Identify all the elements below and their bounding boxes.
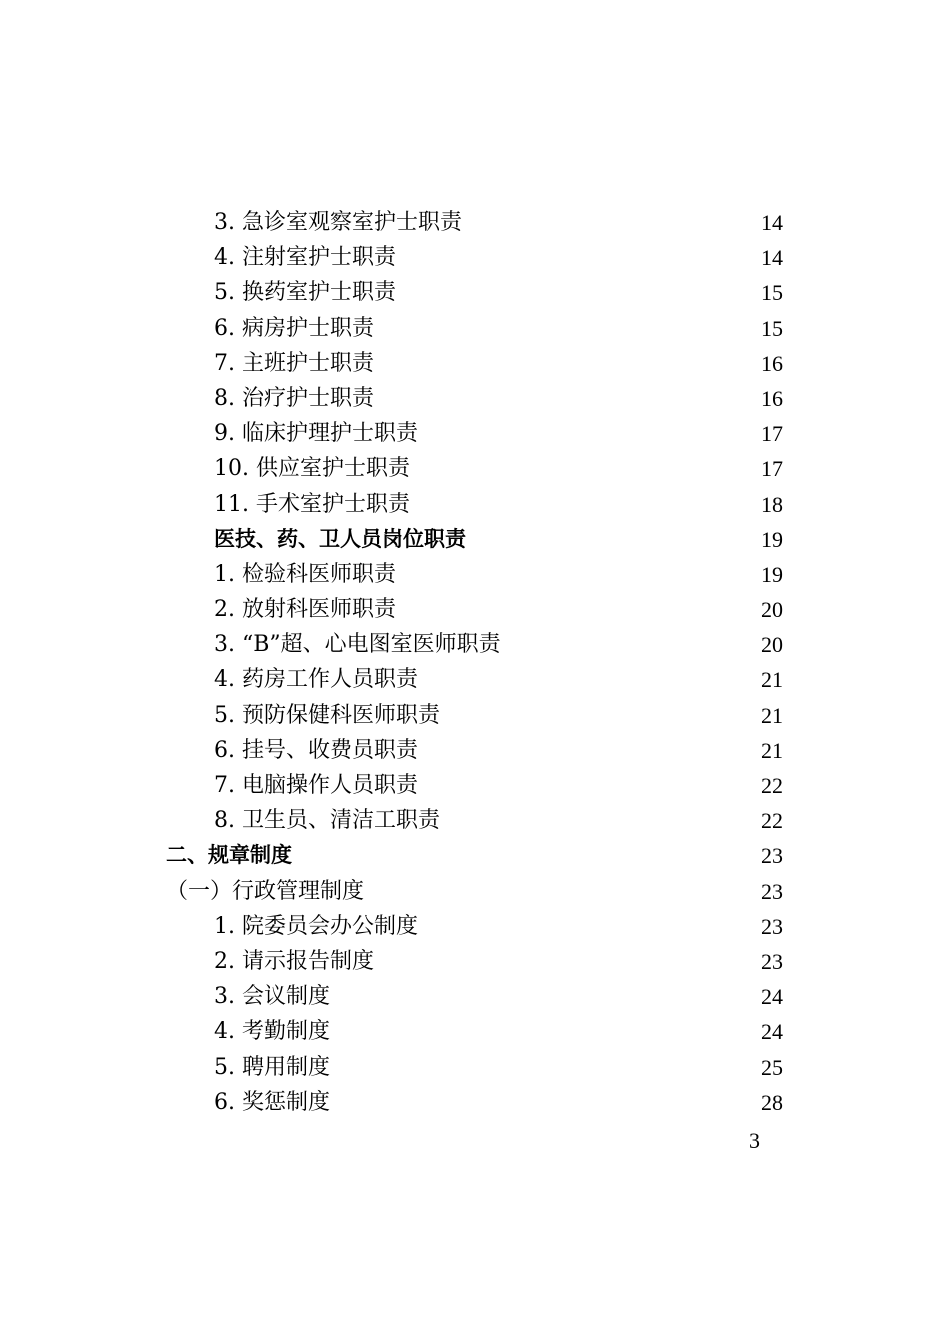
toc-entry-page: 17 [761, 456, 783, 482]
toc-entry [0, 768, 950, 803]
toc-entry-page: 21 [761, 737, 783, 763]
toc-entry-title: 医技、药、卫人员岗位职责 [214, 526, 466, 551]
toc-entry-title: 3. “B”超、心电图室医师职责 [214, 632, 501, 658]
toc-entry-page: 22 [761, 773, 783, 798]
toc-entry-title: 2. 放射科医师职责 [214, 597, 396, 623]
toc-entry-page: 21 [761, 702, 783, 728]
table-of-contents [0, 205, 950, 1120]
toc-entry [0, 381, 950, 416]
toc-entry [0, 240, 950, 275]
toc-entry-title: 4. 注射室护士职责 [214, 245, 396, 271]
toc-entry-title: 7. 主班护士职责 [214, 350, 374, 376]
toc-entry-title: 5. 换药室护士职责 [214, 280, 396, 306]
toc-entry-title: 7. 电脑操作人员职责 [214, 773, 418, 798]
toc-entry [0, 1085, 950, 1120]
toc-entry-page: 19 [761, 526, 783, 552]
toc-entry-page: 23 [761, 948, 783, 974]
toc-entry-title: 3. 会议制度 [214, 984, 330, 1010]
toc-entry [0, 662, 950, 697]
toc-entry [0, 909, 950, 944]
toc-entry-page: 28 [761, 1089, 783, 1115]
toc-entry-title: 3. 急诊室观察室护士职责 [214, 210, 462, 235]
toc-entry-title: 6. 挂号、收费员职责 [214, 737, 418, 763]
toc-entry [0, 487, 950, 522]
toc-entry-page: 17 [761, 421, 783, 447]
toc-entry-title: 二、规章制度 [166, 843, 292, 868]
toc-entry-page: 15 [761, 315, 783, 341]
toc-entry-title: 1. 院委员会办公制度 [214, 913, 418, 939]
toc-entry-title: 6. 病房护士职责 [214, 315, 374, 341]
toc-entry [0, 346, 950, 381]
toc-entry-page: 18 [761, 491, 783, 517]
toc-entry [0, 627, 950, 662]
toc-entry-page: 24 [761, 984, 783, 1010]
toc-entry [0, 275, 950, 310]
toc-entry [0, 874, 950, 909]
toc-entry-title: 9. 临床护理护士职责 [214, 421, 418, 447]
toc-entry-page: 23 [761, 843, 783, 869]
toc-entry-page: 14 [761, 210, 783, 235]
toc-entry [0, 944, 950, 979]
toc-entry [0, 1050, 950, 1085]
toc-entry-page: 23 [761, 913, 783, 939]
toc-entry [0, 698, 950, 733]
toc-entry-title: 1. 检验科医师职责 [214, 561, 396, 587]
toc-entry-page: 21 [761, 667, 783, 693]
toc-entry-page: 16 [761, 385, 783, 411]
toc-entry [0, 979, 950, 1014]
toc-entry [0, 311, 950, 346]
toc-entry-title: 10. 供应室护士职责 [214, 456, 410, 482]
toc-entry-title: 5. 聘用制度 [214, 1054, 330, 1080]
toc-entry-title: （一）行政管理制度 [166, 878, 365, 904]
toc-entry-title: 4. 考勤制度 [214, 1019, 330, 1045]
toc-entry [0, 557, 950, 592]
toc-entry-page: 14 [761, 245, 783, 271]
toc-entry-title: 6. 奖惩制度 [214, 1089, 330, 1115]
toc-entry-title: 8. 卫生员、清洁工职责 [214, 808, 440, 834]
toc-entry-title: 4. 药房工作人员职责 [214, 667, 418, 693]
toc-entry-page: 16 [761, 350, 783, 376]
page-number: 3 [749, 1128, 760, 1153]
toc-entry-title: 2. 请示报告制度 [214, 948, 374, 974]
toc-entry-page: 25 [761, 1054, 783, 1080]
toc-entry-title: 5. 预防保健科医师职责 [214, 702, 440, 728]
toc-entry [0, 733, 950, 768]
toc-entry [0, 838, 950, 873]
toc-entry-page: 22 [761, 808, 783, 834]
toc-entry [0, 592, 950, 627]
toc-entry [0, 205, 950, 240]
toc-entry-page: 24 [761, 1019, 783, 1045]
toc-entry [0, 451, 950, 486]
toc-entry-page: 20 [761, 632, 783, 658]
toc-entry [0, 1014, 950, 1049]
toc-entry-title: 11. 手术室护士职责 [214, 491, 410, 517]
toc-entry-page: 19 [761, 561, 783, 587]
toc-entry-page: 15 [761, 280, 783, 306]
toc-entry [0, 522, 950, 557]
toc-entry [0, 803, 950, 838]
toc-entry-page: 23 [761, 878, 783, 904]
toc-entry-page: 20 [761, 597, 783, 623]
toc-entry-title: 8. 治疗护士职责 [214, 385, 374, 411]
toc-entry [0, 416, 950, 451]
